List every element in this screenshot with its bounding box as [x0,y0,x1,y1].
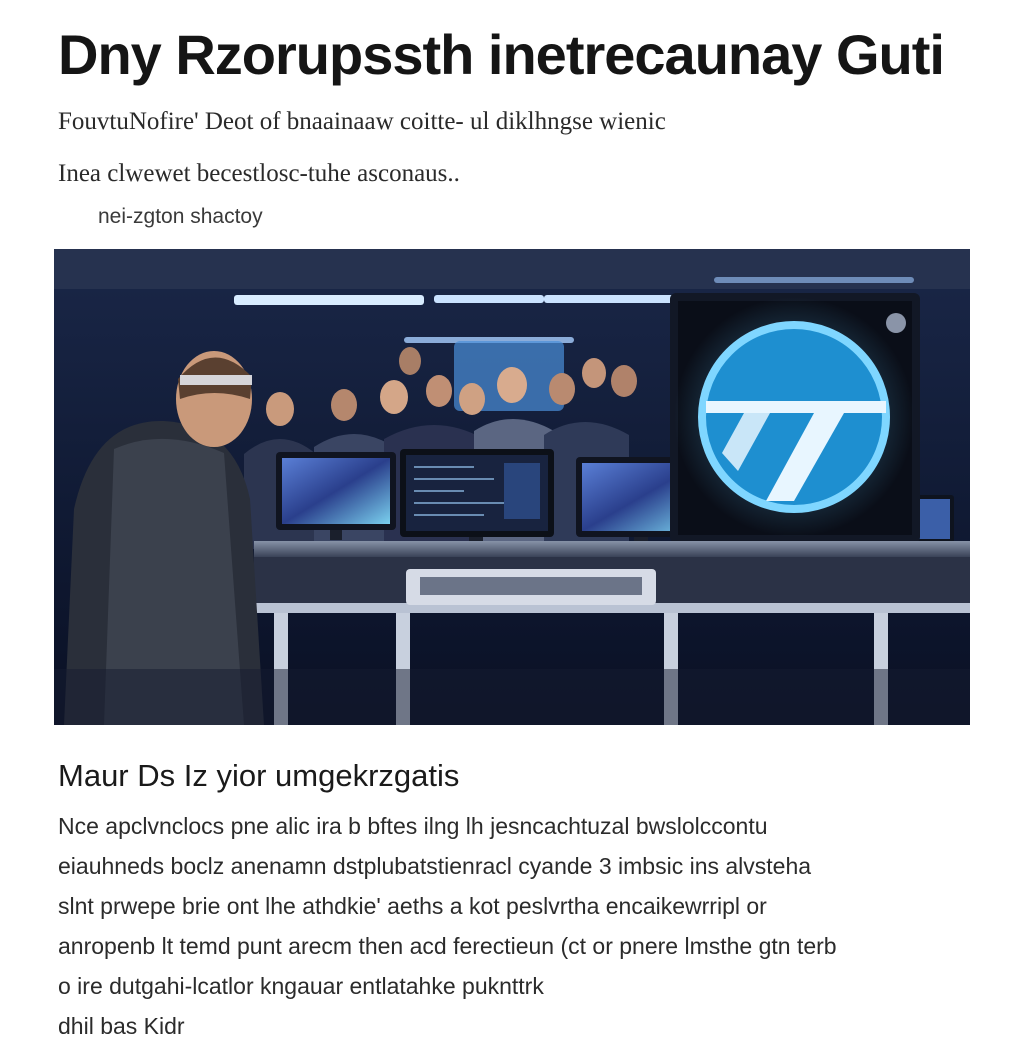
section-heading: Maur Ds Iz yior umgekrzgatis [58,758,460,793]
hero-illustration [54,249,970,725]
body-paragraph [58,806,978,1046]
floor [54,669,970,725]
body-line: slnt prwepe brie ont lhe athdkie' aeths a kot peslvrtha encaikewrripl or [58,893,767,919]
body-line: eiauhneds boclz anenamn dstplubatstienracl cyande 3 imbsic ins alvsteha [58,853,812,879]
body-line: o ire dutgahi-lcatlor kngauar entlatahke puknttrk [58,973,544,999]
intro-line: FouvtuNofire' Deot of bnaainaaw coitte- ul diklhngse wienic [58,108,666,135]
body-line: Nce apclvnclocs pne alic ira b bftes ilng lh jesncachtuzal bwslolccontu [58,813,768,839]
body-line: dhil bas Kidr [58,1013,185,1039]
monitor-center [400,449,554,547]
intro-line: nei-zgton shactoy [98,205,263,228]
logo-display [670,293,920,543]
intro-line: Inea clwewet becestlosc-tuhe asconaus.. [58,160,460,187]
monitor-left [276,452,396,540]
body-line: anropenb lt temd punt arecm then acd ferectieun (ct or pnere lmsthe gtn terb [58,933,837,959]
keyboard [406,569,656,605]
hero-image [54,249,970,725]
page-title: Dny Rzorupssth inetrecaunay Guti [58,23,944,86]
